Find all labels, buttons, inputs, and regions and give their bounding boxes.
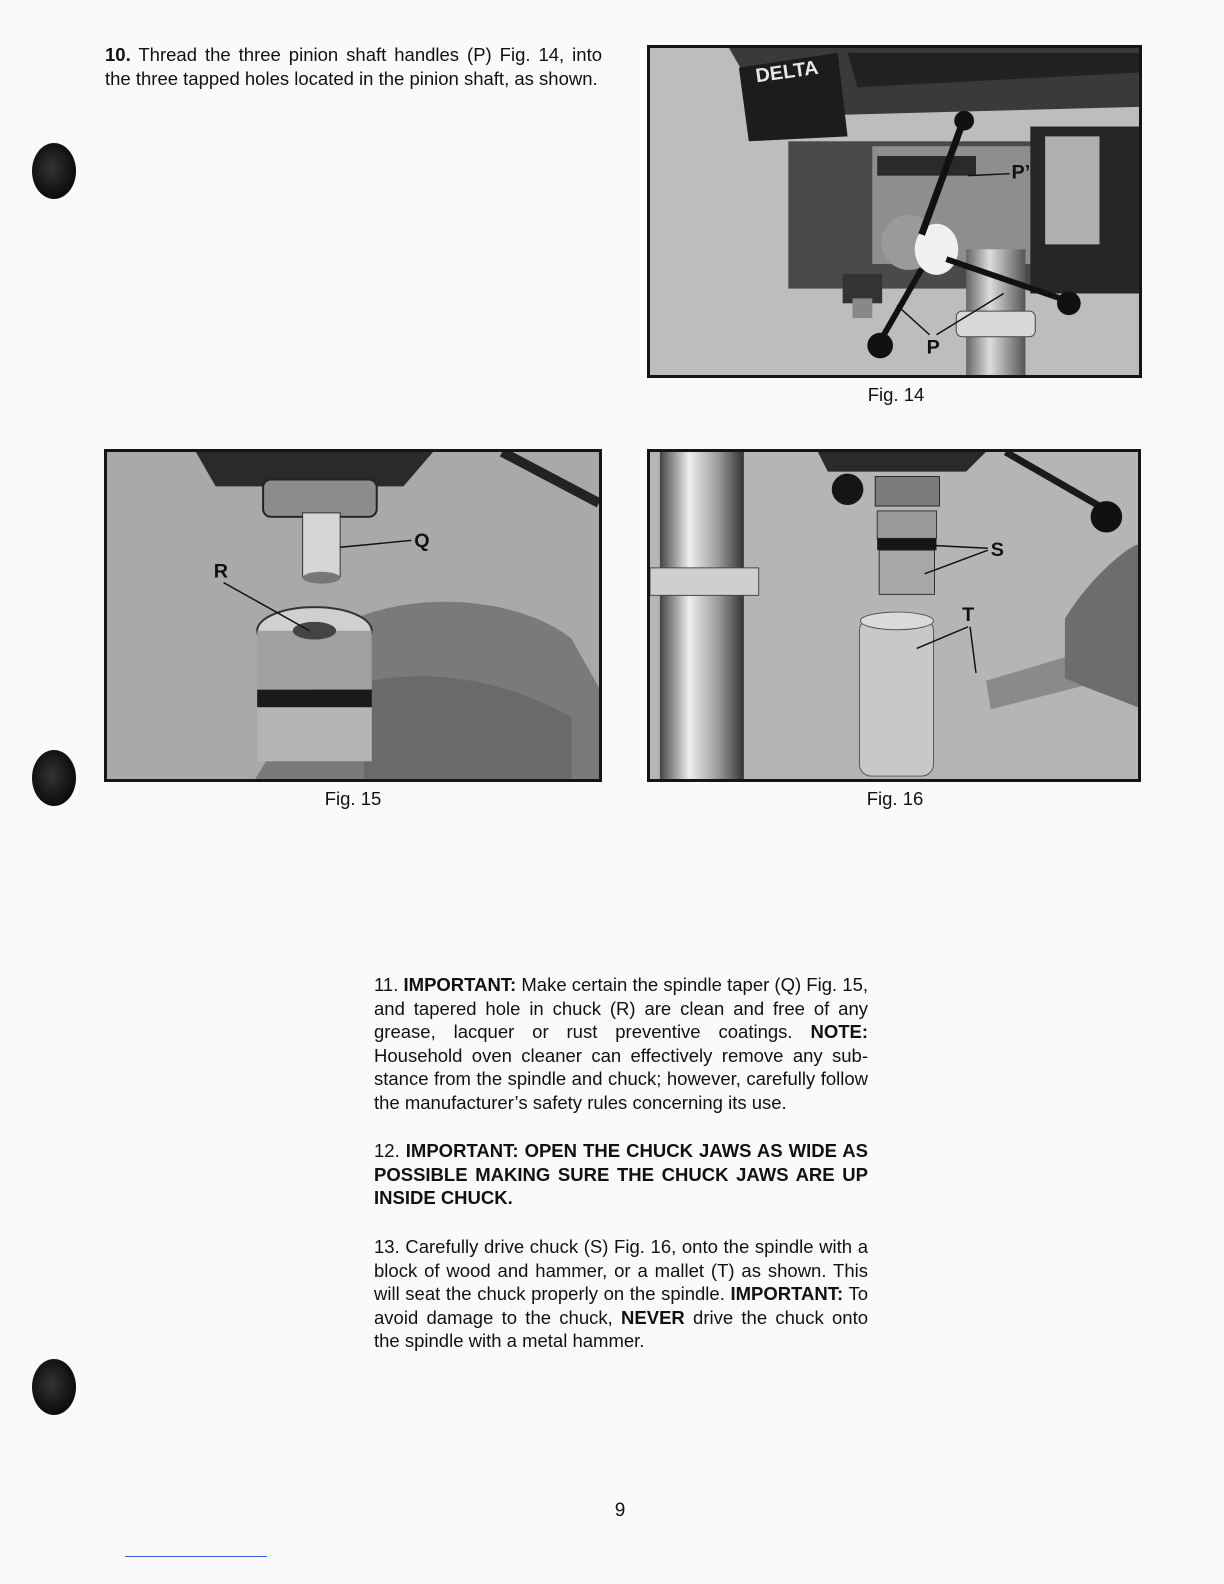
step-13-text-3: drive the chuck onto the spindle with a metal hammer.: [374, 1306, 868, 1352]
delta-logo: DELTA: [754, 56, 820, 88]
figure-15-caption: Fig. 15: [324, 788, 382, 809]
step-13-text-2: To avoid damage to the chuck,: [374, 1283, 868, 1328]
step-13-text-1: Carefully drive chuck (S) Fig. 16, onto the spindle with a block of wood and hammer, or a mallet (T) as shown. This will seat the chuck properly on the spindle.: [374, 1236, 869, 1305]
step-10-paragraph: [105, 43, 602, 90]
step-12-paragraph: [374, 1139, 868, 1210]
step-13-never: NEVER: [621, 1306, 685, 1328]
label-r: R: [213, 560, 228, 583]
figure-14-photo: [647, 45, 1142, 378]
figure-15-photo: [104, 449, 602, 782]
step-11-note: NOTE:: [810, 1021, 869, 1043]
step-10-text: Thread the three pinion shaft handles (P) Fig. 14, into the three tapped holes located in the pinion shaft, as shown.: [105, 44, 603, 89]
step-11-number: 11.: [374, 974, 399, 995]
step-12-text: IMPORTANT: OPEN THE CHUCK JAWS AS WIDE AS POSSIBLE MAKING SURE THE CHUCK JAWS ARE UP INSIDE CHUCK.: [374, 1140, 868, 1209]
label-p: P: [926, 336, 940, 359]
label-s: S: [990, 539, 1004, 562]
step-11-text-1: Make certain the spindle taper (Q) Fig. 15, and tapered hole in chuck (R) are clean and free of any grease, lacquer or rust preventive coatings.: [374, 974, 868, 1043]
label-p-prime: P’: [1011, 161, 1031, 184]
figure-14-caption: Fig. 14: [867, 384, 925, 405]
label-t: T: [962, 603, 975, 626]
step-13-paragraph: [374, 1235, 868, 1353]
binder-hole-bottom: [32, 1359, 76, 1415]
step-11-text-2: Household oven cleaner can effectively remove any sub-stance from the spindle and chuck; however, carefully follow the manufacturer’s safety rules concerning its use.: [374, 1044, 868, 1113]
figure-16-photo: [647, 449, 1141, 782]
label-q: Q: [414, 530, 430, 553]
footer-rule: [125, 1556, 267, 1557]
step-10-number: 10.: [105, 44, 131, 65]
page-number: 9: [614, 1500, 626, 1521]
binder-hole-top: [32, 143, 76, 199]
binder-hole-middle: [32, 750, 76, 806]
step-12-number: 12.: [374, 1140, 400, 1161]
step-11-important: IMPORTANT:: [403, 974, 517, 995]
figure-16-caption: Fig. 16: [866, 788, 924, 809]
step-13-important: IMPORTANT:: [730, 1283, 844, 1305]
step-13-number: 13.: [374, 1236, 400, 1257]
step-11-paragraph: [374, 973, 868, 1115]
